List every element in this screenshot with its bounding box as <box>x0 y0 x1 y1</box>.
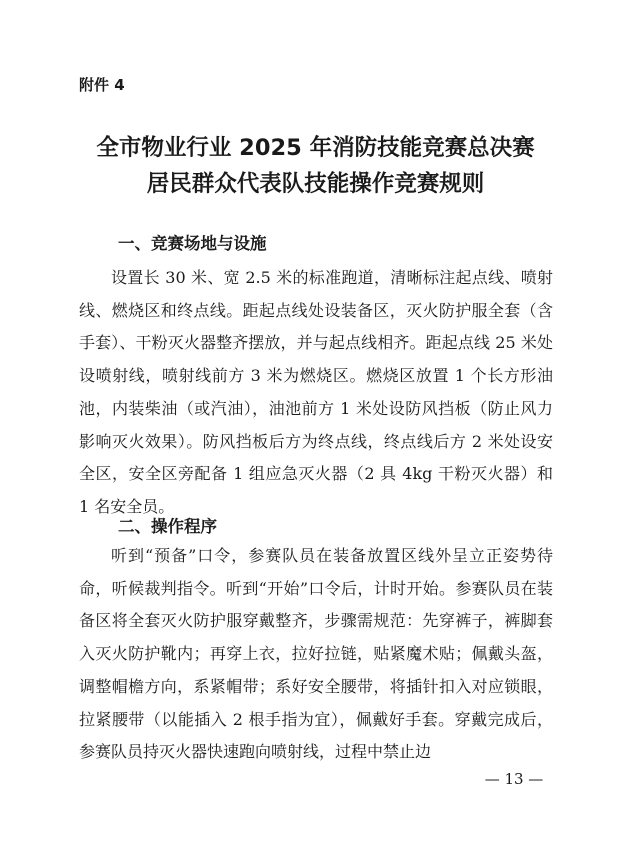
document-title-line-1: 全市物业行业 2025 年消防技能竞赛总决赛 <box>96 135 535 161</box>
section-heading-procedure: 二、操作程序 <box>118 517 217 536</box>
document-title-line-2: 居民群众代表队技能操作竞赛规则 <box>146 171 485 197</box>
section-paragraph-venue: 设置长 30 米、宽 2.5 米的标准跑道，清晰标注起点线、喷射线、燃烧区和终点线。距起点线处设装备区，灭火防护服全套（含手套）、干粉灭火器整齐摆放，并与起点线相齐。距起点线 25 米处设喷射线，喷射线前方 3 米为燃烧区。燃烧区放置 1 个长方形油池，内装柴油（或汽油），油池前方 1 米处设防风挡板（防止风力影响灭火效果）。防风挡板后方为终点线，终点线后方 2 米处设安全区，安全区旁配备 1 组应急灭火器（2 具 4kg 干粉灭火器）和 1 名安全员。 <box>79 268 553 516</box>
section-paragraph-procedure: 听到“预备”口令，参赛队员在装备放置区线外呈立正姿势待命，听候裁判指令。听到“开始”口令后，计时开始。参赛队员在装备区将全套灭火防护服穿戴整齐，步骤需规范：先穿裤子，裤脚套入灭火防护靴内；再穿上衣，拉好拉链，贴紧魔术贴；佩戴头盔，调整帽檐方向，系紧帽带；系好安全腰带，将插针扣入对应锁眼，拉紧腰带（以能插入 2 根手指为宜），佩戴好手套。穿戴完成后，参赛队员持灭火器快速跑向喷射线，过程中禁止边 <box>79 546 553 762</box>
page-number: — 13 — <box>484 770 544 788</box>
section-heading-venue: 一、竞赛场地与设施 <box>118 234 267 253</box>
attachment-label: 附件 4 <box>79 76 125 94</box>
